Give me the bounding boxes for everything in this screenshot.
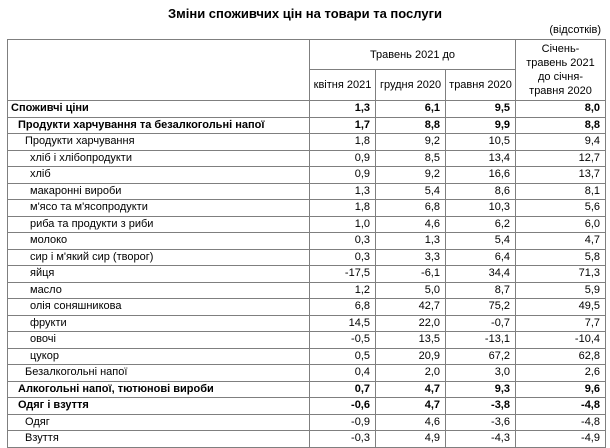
value-cell: 0,4 [310,365,376,382]
value-cell: -6,1 [376,266,446,283]
table-row [8,134,606,151]
value-cell: 42,7 [376,299,446,316]
value-cell: 8,8 [516,117,606,134]
table-row [8,167,606,184]
value-cell: 6,8 [310,299,376,316]
value-cell: 71,3 [516,266,606,283]
value-cell: 4,7 [376,381,446,398]
value-cell: 1,0 [310,216,376,233]
value-cell: 9,3 [446,381,516,398]
value-cell: 7,7 [516,315,606,332]
value-cell: 1,8 [310,134,376,151]
value-cell: -4,8 [516,414,606,431]
value-cell: 67,2 [446,348,516,365]
table-row [8,183,606,200]
value-cell: 1,8 [310,200,376,217]
value-cell: -0,6 [310,398,376,415]
unit-label: (відсотків) [549,24,601,36]
value-cell: 8,8 [376,117,446,134]
header-empty-cell [8,40,310,101]
value-cell: 12,7 [516,150,606,167]
value-cell: -0,3 [310,431,376,448]
row-label: яйця [8,266,310,283]
value-cell: 4,6 [376,216,446,233]
row-label: Одяг [8,414,310,431]
value-cell: 1,2 [310,282,376,299]
value-cell: -10,4 [516,332,606,349]
table-row [8,249,606,266]
value-cell: 6,1 [376,101,446,118]
row-label: Продукти харчування [8,134,310,151]
value-cell: 9,5 [446,101,516,118]
value-cell: 2,6 [516,365,606,382]
value-cell: 6,0 [516,216,606,233]
table-row [8,348,606,365]
value-cell: 75,2 [446,299,516,316]
value-cell: 3,3 [376,249,446,266]
value-cell: 9,2 [376,167,446,184]
value-cell: 49,5 [516,299,606,316]
value-cell: 6,4 [446,249,516,266]
value-cell: 34,4 [446,266,516,283]
value-cell: -4,8 [516,398,606,415]
row-label: фрукти [8,315,310,332]
row-label: Безалкогольні напої [8,365,310,382]
header-ytd-cell: Січень-травень 2021 до січня-травня 2020 [516,40,606,101]
value-cell: 8,6 [446,183,516,200]
header-row-top [8,40,606,70]
value-cell: 5,9 [516,282,606,299]
value-cell: 4,7 [516,233,606,250]
value-cell: 13,5 [376,332,446,349]
table-row [8,216,606,233]
value-cell: -17,5 [310,266,376,283]
value-cell: 4,9 [376,431,446,448]
value-cell: 0,5 [310,348,376,365]
value-cell: 0,3 [310,249,376,266]
value-cell: -4,3 [446,431,516,448]
value-cell: 0,3 [310,233,376,250]
row-label: макаронні вироби [8,183,310,200]
value-cell: 6,8 [376,200,446,217]
value-cell: 9,2 [376,134,446,151]
row-label: м'ясо та м'ясопродукти [8,200,310,217]
value-cell: -3,8 [446,398,516,415]
value-cell: 1,3 [310,101,376,118]
value-cell: 1,3 [376,233,446,250]
table-row [8,200,606,217]
value-cell: 1,3 [310,183,376,200]
table-row [8,101,606,118]
table-row [8,299,606,316]
table-row [8,117,606,134]
value-cell: 20,9 [376,348,446,365]
row-label: молоко [8,233,310,250]
row-label: цукор [8,348,310,365]
row-label: Продукти харчування та безалкогольні напої [8,117,310,134]
table-row [8,414,606,431]
value-cell: 16,6 [446,167,516,184]
header-april-cell: квітня 2021 [310,70,376,101]
value-cell: 5,4 [376,183,446,200]
value-cell: 2,0 [376,365,446,382]
value-cell: -3,6 [446,414,516,431]
value-cell: 10,5 [446,134,516,151]
row-label: олія соняшникова [8,299,310,316]
value-cell: 9,9 [446,117,516,134]
row-label: сир і м'який сир (творог) [8,249,310,266]
value-cell: 6,2 [446,216,516,233]
row-label: хліб [8,167,310,184]
table-title: Зміни споживчих цін на товари та послуги [167,6,443,21]
row-label: хліб і хлібопродукти [8,150,310,167]
value-cell: -0,9 [310,414,376,431]
value-cell: 5,8 [516,249,606,266]
row-label: Алкогольні напої, тютюнові вироби [8,381,310,398]
row-label: масло [8,282,310,299]
cpi-table [7,39,606,448]
header-group-cell: Травень 2021 до [310,40,516,70]
table-row [8,150,606,167]
value-cell: 14,5 [310,315,376,332]
value-cell: 5,0 [376,282,446,299]
table-row [8,315,606,332]
value-cell: 0,9 [310,150,376,167]
table-row [8,398,606,415]
value-cell: -0,5 [310,332,376,349]
header-may-cell: травня 2020 [446,70,516,101]
row-label: Взуття [8,431,310,448]
header-december-cell: грудня 2020 [376,70,446,101]
value-cell: 13,7 [516,167,606,184]
value-cell: 4,6 [376,414,446,431]
row-label: Споживчі ціни [8,101,310,118]
value-cell: 8,0 [516,101,606,118]
table-row [8,266,606,283]
value-cell: 9,4 [516,134,606,151]
value-cell: 10,3 [446,200,516,217]
table-body [8,101,606,448]
table-row [8,332,606,349]
row-label: овочі [8,332,310,349]
value-cell: 5,6 [516,200,606,217]
table-row [8,381,606,398]
value-cell: 8,5 [376,150,446,167]
value-cell: 8,1 [516,183,606,200]
value-cell: 1,7 [310,117,376,134]
value-cell: 8,7 [446,282,516,299]
value-cell: -0,7 [446,315,516,332]
row-label: Одяг і взуття [8,398,310,415]
table-row [8,365,606,382]
value-cell: 3,0 [446,365,516,382]
value-cell: 0,9 [310,167,376,184]
table-row [8,431,606,448]
value-cell: 5,4 [446,233,516,250]
value-cell: 22,0 [376,315,446,332]
row-label: риба та продукти з риби [8,216,310,233]
value-cell: 4,7 [376,398,446,415]
value-cell: -13,1 [446,332,516,349]
value-cell: 9,6 [516,381,606,398]
value-cell: 62,8 [516,348,606,365]
table-row [8,282,606,299]
value-cell: 13,4 [446,150,516,167]
table-row [8,233,606,250]
value-cell: -4,9 [516,431,606,448]
value-cell: 0,7 [310,381,376,398]
